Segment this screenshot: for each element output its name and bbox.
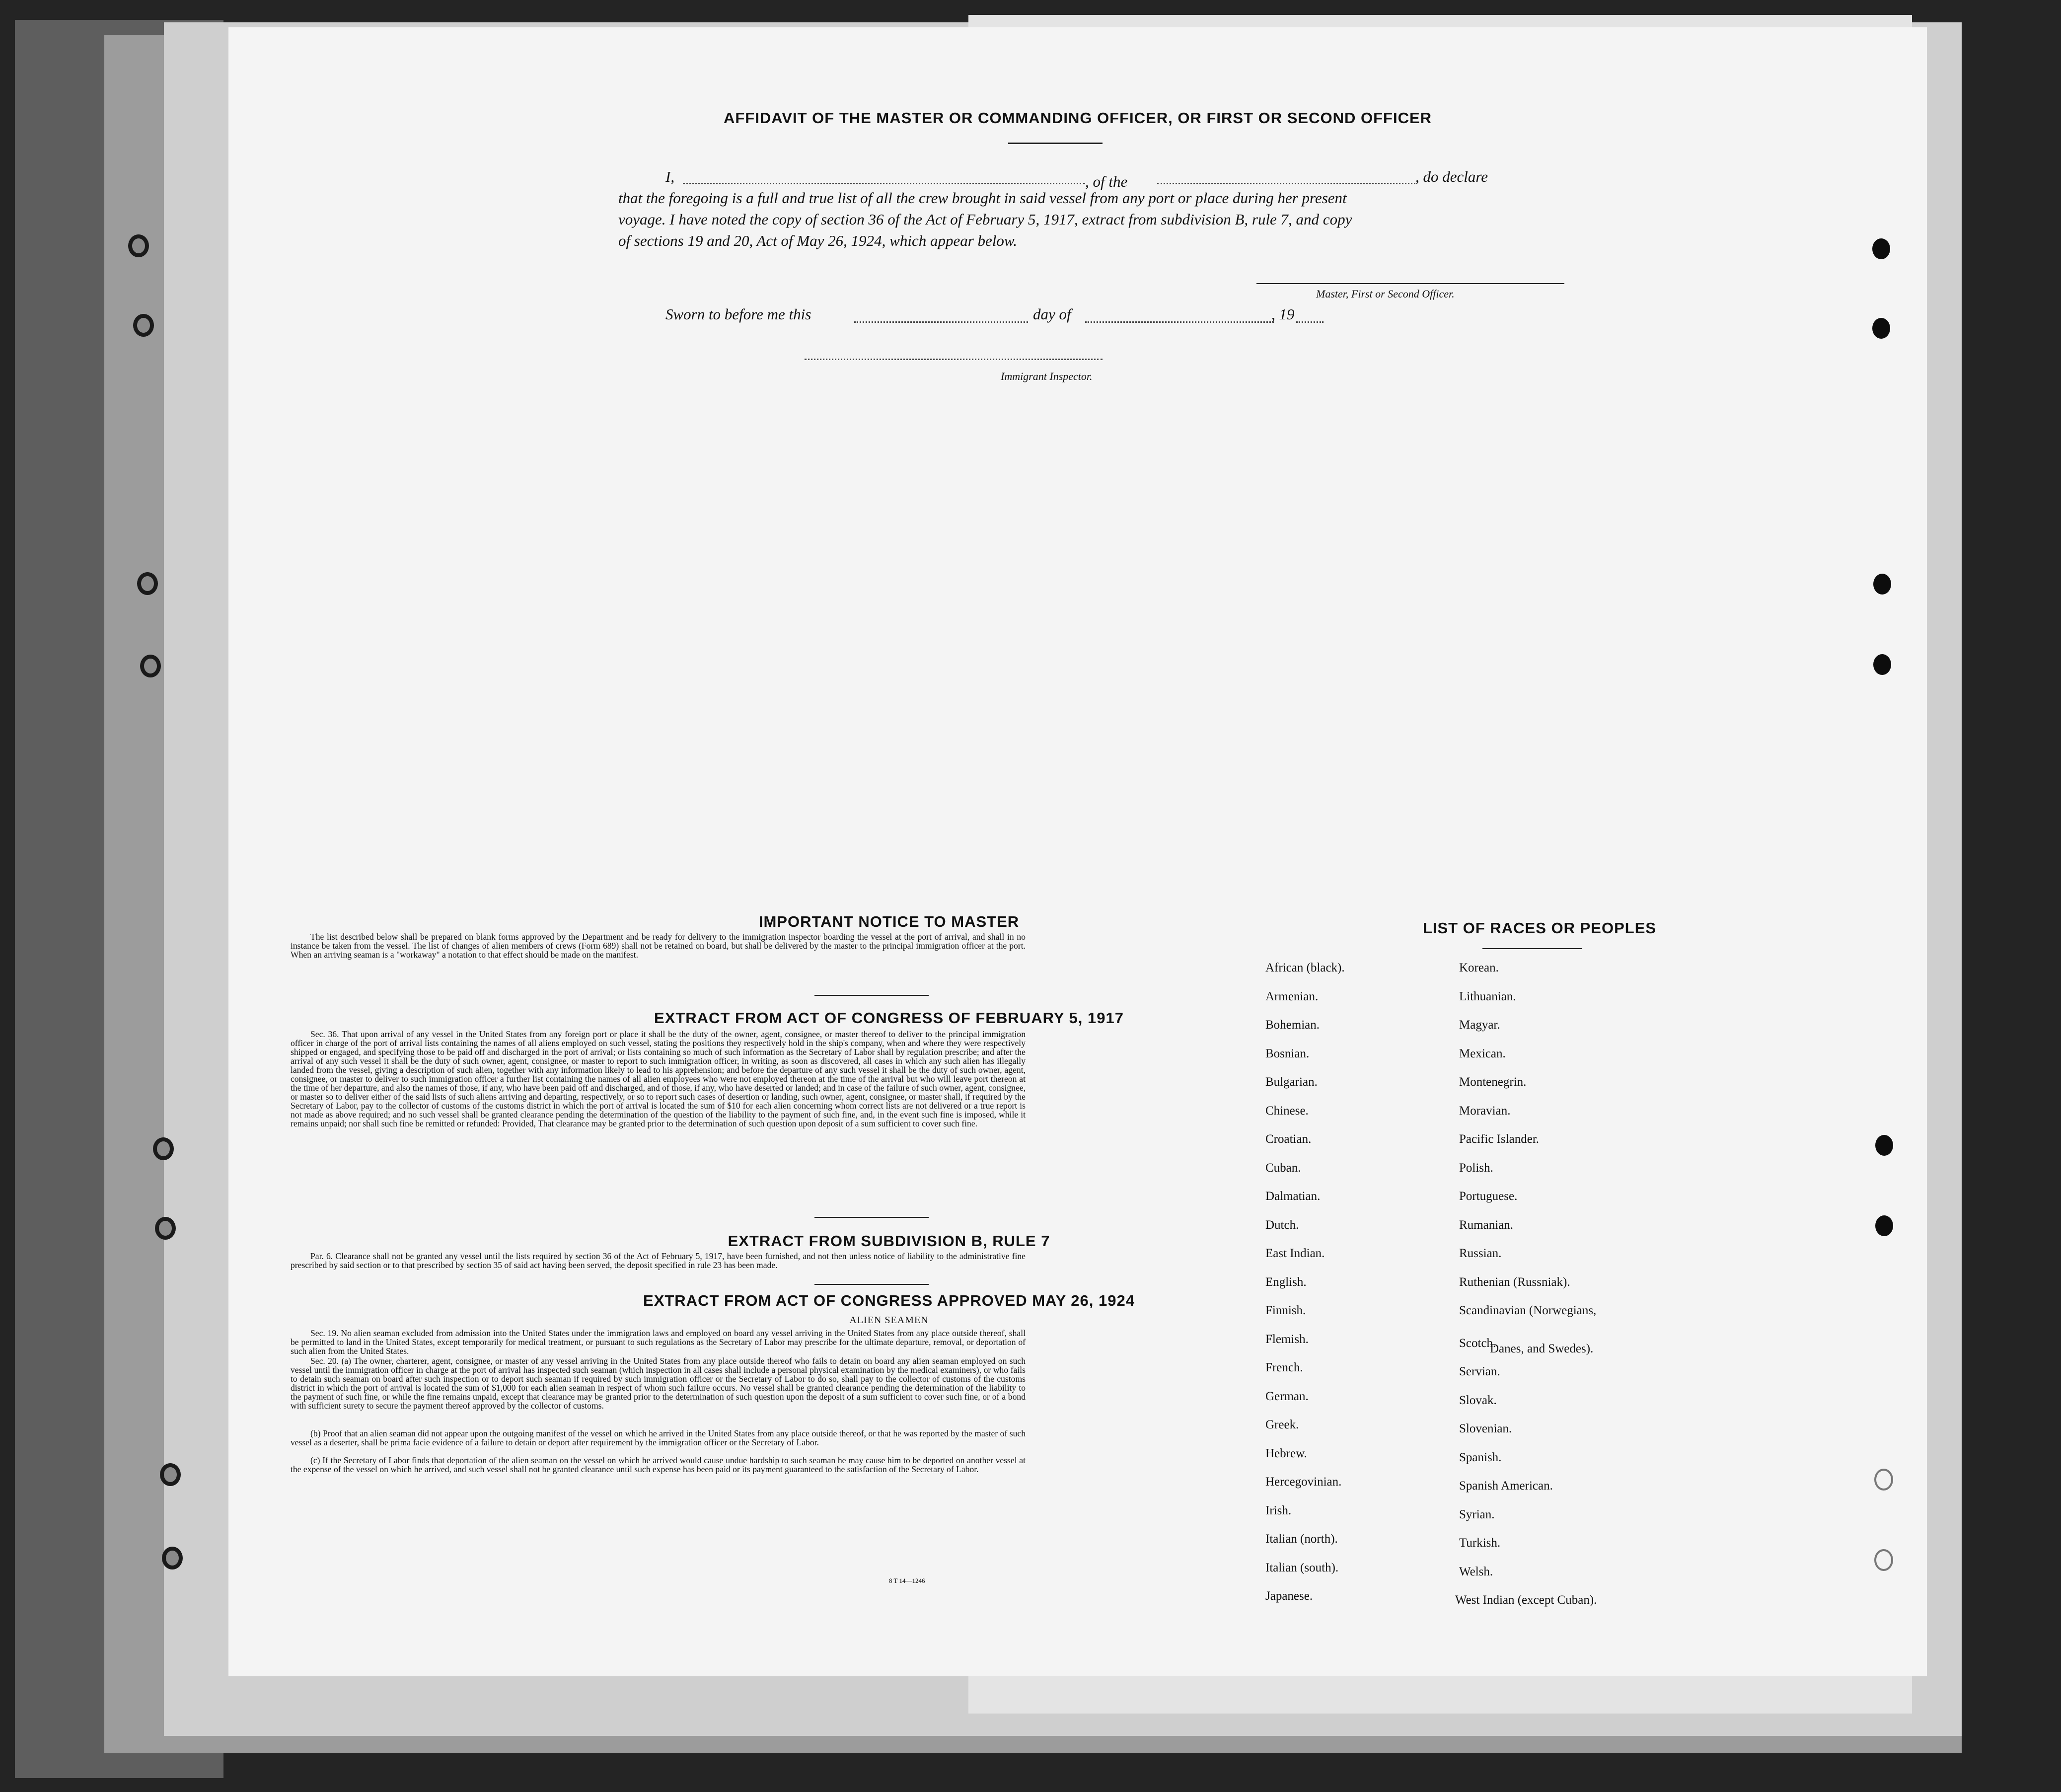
punch-hole-icon [1875,1135,1893,1156]
race-item: Montenegrin. [1459,1075,1527,1089]
affidavit-line-2: that the foregoing is a full and true list of all the crew brought in said vessel from any port or place during her present [618,189,1347,207]
binder-hole-icon [155,1217,176,1240]
punch-hole-icon [1874,1549,1893,1571]
race-item: French. [1265,1361,1303,1374]
race-item: Scandinavian (Norwegians, [1459,1304,1597,1317]
affidavit-i-label: I, [665,168,675,185]
sworn-day-of-label: day of [1033,305,1071,323]
race-item: English. [1265,1275,1307,1289]
punch-hole-icon [1873,654,1891,675]
vessel-field-line[interactable] [1157,183,1415,184]
race-item: Spanish American. [1459,1479,1553,1493]
binder-hole-icon [160,1463,181,1486]
affidavit-title: AFFIDAVIT OF THE MASTER OR COMMANDING OFFICER, OR FIRST OR SECOND OFFICER [723,109,1432,127]
race-item: Japanese. [1265,1589,1313,1603]
race-item: Croatian. [1265,1132,1312,1146]
punch-hole-icon [1874,1469,1893,1491]
extract-rule7-body: Par. 6. Clearance shall not be granted any vessel until the lists required by section 36 of the Act of February 5, 1917, have been furnished, and not then unless notice of liability to the administrative fine prescribed by said section or to that prescribed by section 35 of said act having been served, the deposit specified in rule 23 has been made. [291,1251,1026,1270]
extract-1917-title: EXTRACT FROM ACT OF CONGRESS OF FEBRUARY 5, 1917 [654,1009,1124,1027]
race-item: Rumanian. [1459,1218,1514,1232]
race-item: Scotch. [1459,1336,1496,1350]
race-item: Dalmatian. [1265,1190,1321,1203]
race-item: Bulgarian. [1265,1075,1318,1089]
extract-1924-sec20c: (c) If the Secretary of Labor finds that deportation of the alien seaman on the vessel on which he arrived would cause undue hardship to such seaman he may cause him to be deported on another vessel at the expense of the vessel on which he arrived, and such vessel shall not be granted clearance until such expense has been paid or its payment guaranteed to the satisfaction of the Secretary of Labor. [291,1455,1026,1474]
notice-title: IMPORTANT NOTICE TO MASTER [758,913,1020,930]
affidavit-declare-label: , do declare [1415,168,1488,185]
divider [1008,143,1103,144]
race-item: Slovenian. [1459,1422,1512,1435]
race-item: Bohemian. [1265,1018,1320,1032]
race-item: Hercegovinian. [1265,1475,1342,1489]
sworn-day-field-line[interactable] [854,321,1028,323]
race-item: Italian (north). [1265,1532,1338,1546]
race-item: Pacific Islander. [1459,1132,1540,1146]
race-item: Syrian. [1459,1507,1495,1521]
extract-1924-subtitle: ALIEN SEAMEN [849,1315,929,1326]
extract-rule7-title: EXTRACT FROM SUBDIVISION B, RULE 7 [728,1232,1050,1250]
race-item: Dutch. [1265,1218,1299,1232]
race-item: Chinese. [1265,1104,1309,1118]
extract-1924-sec20a: Sec. 20. (a) The owner, charterer, agent, consignee, or master of any vessel arriving in the United States from any place outside thereof who fails to detain on board any alien seaman employed on such vessel until the immigration officer in charge at the port of arrival has inspected such seaman (which inspection in all cases shall include a personal physical examination by the medical examiners), or who fails to detain such seaman on board after such inspection or to deport such seaman if required by such immigration officer or the Secretary of Labor to do so, shall pay to the collector of customs of the customs district in which the port of arrival is located the sum of $1,000 for each alien seaman in respect of whom such failure occurs. No vessel shall be granted clearance pending the determination of the liability to the payment of such fine, or while the fine remains unpaid, except that clearance may be granted prior to the determination of such question upon the deposit of a sum sufficient to cover such fine, or of a bond with sufficient surety to secure the payment thereof approved by the collector of customs. [291,1356,1026,1411]
extract-1924-sec19: Sec. 19. No alien seaman excluded from admission into the United States under the immigration laws and employed on board any vessel arriving in the United States from any place outside thereof, shall be permitted to land in the United States, except temporarily for medical treatment, or pursuant to such regulations as the Secretary of Labor may prescribe for the ultimate departure, removal, or deportation of such alien from the United States. [291,1328,1026,1356]
race-item: Lithuanian. [1459,989,1516,1003]
race-item: African (black). [1265,961,1345,974]
race-item: Flemish. [1265,1332,1309,1346]
race-item: Armenian. [1265,989,1319,1003]
sworn-year-label: , 19 [1271,305,1295,323]
affidavit-line-4: of sections 19 and 20, Act of May 26, 1924, which appear below. [618,232,1018,249]
divider [814,1217,929,1218]
extract-1917-body: Sec. 36. That upon arrival of any vessel in the United States from any foreign port or place it shall be the duty of the owner, agent, consignee, or master thereof to deliver to the principal immigration officer in charge of the port of arrival lists containing the names of all aliens employed on such vessel, stating the positions they respectively hold in the ship's company, when and where they were respectively shipped or engaged, and specifying those to be paid off and discharged in the port of arrival; or lists containing so much of such information as the Secretary of Labor shall by regulation prescribe; and after the arrival of any such vessel it shall be the duty of such owner, agent, consignee, or master to report to such immigration officer, in writing, as soon as discovered, all cases in which any such alien has illegally landed from the vessel, giving a description of such alien, together with any information likely to lead to his apprehension; and before the departure of any such vessel it shall be the duty of such owner, agent, consignee, or master to deliver to such immigration officer a further list containing the names of all alien employees who were not employed thereon at the time of the arrival but who will leave port thereon at the time of her departure, and also the names of those, if any, who have been paid off and discharged, and of those, if any, who have deserted or landed; and in case of the failure of such owner, agent, consignee, or master so to deliver either of the said lists of such aliens arriving and departing, respectively, or so to report such cases of desertion or landing, such owner, agent, consignee, or master shall, if required by the Secretary of Labor, pay to the collector of customs of the customs district in which the port of arrival is located the sum of $10 for each alien concerning whom correct lists are not delivered or a true report is not made as above required; and no such vessel shall be granted clearance pending the determination of the question of the liability to the payment of such fine, and, in the event such fine is imposed, while it remains unpaid; nor shall such fine be remitted or refunded: Provided, That clearance may be granted prior to the determination of such question upon deposit of a sum sufficient to cover such fine. [291,1029,1026,1128]
race-item: Finnish. [1265,1304,1306,1317]
master-signature-line[interactable] [1256,283,1564,284]
sworn-month-field-line[interactable] [1085,321,1274,323]
form-number: 8 T 14—1246 [889,1577,925,1584]
notice-body: The list described below shall be prepared on blank forms approved by the Department and be ready for delivery to the immigration inspector boarding the vessel at the port of arrival, and shall in no instance be taken from the vessel. The list of changes of alien members of crews (Form 689) shall not be retained on board, but shall be delivered by the master to the principal immigration officer at the port. When an arriving seaman is a "workaway" a notation to that effect should be made on the manifest. [291,932,1026,960]
race-item: Mexican. [1459,1046,1506,1060]
affidavit-line-3: voyage. I have noted the copy of section 36 of the Act of February 5, 1917, extract from subdivision B, rule 7, and copy [618,211,1352,228]
race-item: Ruthenian (Russniak). [1459,1275,1570,1289]
form-page [228,27,1927,1676]
binder-hole-icon [140,655,161,677]
race-item: Spanish. [1459,1450,1502,1464]
binder-hole-icon [133,314,154,337]
inspector-signature-line[interactable] [805,359,1103,360]
sworn-label: Sworn to before me this [665,305,811,323]
race-item: Irish. [1265,1503,1292,1517]
inspector-label: Immigrant Inspector. [1001,370,1093,382]
race-item: East Indian. [1265,1247,1325,1260]
race-item: Greek. [1265,1418,1299,1431]
binder-hole-icon [137,572,158,595]
race-item: Welsh. [1459,1565,1493,1578]
binder-hole-icon [153,1137,174,1160]
race-item: German. [1265,1389,1309,1403]
divider [814,1284,929,1285]
divider [814,995,929,996]
race-item: Turkish. [1459,1536,1501,1550]
binder-hole-icon [162,1547,183,1569]
master-signature-label: Master, First or Second Officer. [1316,288,1455,300]
extract-1924-sec20b: (b) Proof that an alien seaman did not appear upon the outgoing manifest of the vessel on which he arrived in the United States from any place outside thereof, or that he was reported by the master of such vessel as a deserter, shall be prima facie evidence of a failure to detain or deport after requirement by the immigration officer or the Secretary of Labor. [291,1428,1026,1447]
sworn-year-field-line[interactable] [1296,321,1324,323]
binder-hole-icon [128,234,149,257]
race-item: Portuguese. [1459,1190,1518,1203]
race-item: Bosnian. [1265,1046,1310,1060]
affidavit-of-the-label: , of the [1085,173,1128,190]
race-item: Danes, and Swedes). [1490,1342,1594,1355]
race-item: Cuban. [1265,1161,1301,1175]
race-item: Moravian. [1459,1104,1511,1118]
punch-hole-icon [1872,238,1890,259]
race-item: Slovak. [1459,1393,1497,1407]
race-item: Hebrew. [1265,1446,1307,1460]
race-item: Russian. [1459,1247,1502,1260]
divider [1482,948,1582,949]
race-item: Korean. [1459,961,1499,974]
name-field-line[interactable] [683,183,1085,184]
race-item: Polish. [1459,1161,1493,1175]
extract-1924-title: EXTRACT FROM ACT OF CONGRESS APPROVED MAY 26, 1924 [643,1292,1135,1309]
race-item: Servian. [1459,1365,1500,1378]
race-item: Italian (south). [1265,1561,1339,1574]
race-item: Magyar. [1459,1018,1500,1032]
punch-hole-icon [1875,1215,1893,1236]
punch-hole-icon [1873,574,1891,595]
race-item: West Indian (except Cuban). [1455,1593,1597,1607]
punch-hole-icon [1872,318,1890,339]
races-title: LIST OF RACES OR PEOPLES [1422,919,1657,937]
